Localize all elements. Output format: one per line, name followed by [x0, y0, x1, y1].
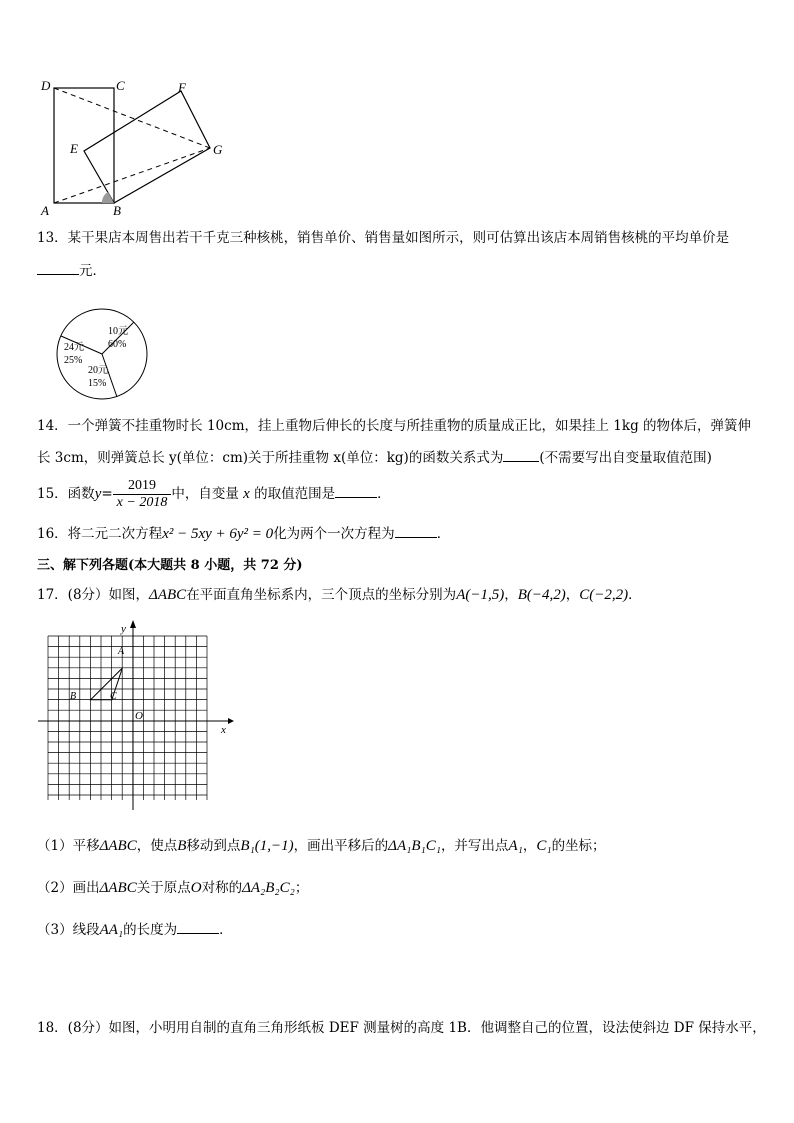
label-G: G — [213, 142, 223, 157]
q15-prefix: 15．函数 — [37, 486, 95, 502]
q14-line2 — [37, 447, 712, 468]
q17-part1-end: 的坐标； — [551, 838, 606, 854]
q17-end: ． — [628, 587, 642, 603]
q17-part1-B: B — [177, 838, 187, 854]
q15-var: x — [243, 486, 250, 502]
q16-line — [37, 523, 450, 544]
q17-part2-O: O — [190, 880, 202, 896]
q17-part3-blank[interactable] — [177, 919, 219, 934]
q13-unit: 元． — [79, 263, 106, 279]
q17-part1-mid2: 移动到点 — [186, 838, 241, 854]
q14-answer-blank[interactable] — [503, 447, 539, 462]
q17-point-C: C(−2,2) — [579, 587, 629, 603]
q17-part2-mid2: 对称的 — [201, 880, 243, 896]
q16-equation: x² − 5xy + 6y² = 0 — [162, 526, 274, 542]
q13-answer-blank[interactable] — [37, 260, 79, 275]
q17-part1-sep: ， — [522, 838, 537, 854]
q17-part1-tri: ΔABC — [99, 838, 137, 854]
q17-part3 — [37, 919, 233, 940]
q15-eq: = — [101, 486, 113, 502]
q15-answer-blank[interactable] — [335, 483, 377, 498]
q17-intro-prefix: 17．(8分）如图， — [37, 587, 150, 603]
q15-denominator: x − 2018 — [116, 495, 168, 510]
q17-part1 — [37, 836, 606, 856]
slice1-percent: 60% — [108, 339, 127, 350]
q17-intro-mid: 在平面直角坐标系内，三个顶点的坐标分别为 — [186, 587, 457, 603]
q15-suffix-b: 的取值范围是 — [254, 486, 336, 502]
q15-func-var: y — [94, 486, 102, 502]
slice2-percent: 25% — [64, 355, 83, 366]
grid-label-x: x — [221, 724, 226, 736]
q17-part1-tri1: ΔA₁B₁C₁ — [388, 838, 441, 854]
q14-line2-prefix: 长 3cm，则弹簧总长 y(单位：cm)关于所挂重物 x(单位：kg)的函数关系式为 — [37, 450, 504, 466]
q17-part1-prefix: （1）平移 — [37, 838, 100, 854]
slice2-price: 24元 — [64, 342, 84, 353]
q17-point-B: B(−4,2) — [517, 587, 566, 603]
q16-answer-blank[interactable] — [395, 523, 437, 538]
q17-part2-tri2: ΔA₂B₂C₂ — [242, 880, 295, 896]
grid-label-C: C — [110, 691, 117, 702]
q16-end: ． — [436, 526, 451, 542]
pie-chart — [54, 306, 154, 402]
q17-point-A: A(−1,5) — [456, 587, 505, 603]
q17-part2 — [37, 878, 308, 898]
section-title: 三、解下列各题(本大题共 8 小题，共 72 分) — [37, 558, 303, 573]
label-E: E — [70, 141, 78, 156]
q15-suffix-a: 中，自变量 — [171, 486, 239, 502]
q17-triangle: ΔABC — [149, 587, 187, 603]
q14-line1: 14．一个弹簧不挂重物时长 10cm，挂上重物后伸长的长度与所挂重物的质量成正比，如果挂上 1kg 的物体后，弹簧伸 — [37, 418, 752, 434]
q17-part3-seg: AA₁ — [99, 922, 124, 938]
label-A: A — [41, 203, 49, 218]
q17-part3-mid: 的长度为 — [123, 922, 178, 938]
label-B: B — [113, 203, 121, 218]
geometry-figure — [36, 76, 236, 221]
q17-part2-prefix: （2）画出 — [37, 880, 100, 896]
grid-label-A: A — [118, 646, 125, 657]
q17-intro — [37, 585, 642, 605]
q17-part2-mid: 关于原点 — [136, 880, 191, 896]
q17-part2-end: ； — [294, 880, 309, 896]
q17-part1-mid: ，使点 — [136, 838, 178, 854]
q17-part1-mid3: ，画出平移后的 — [293, 838, 389, 854]
q15-end: ． — [377, 486, 391, 502]
slice3-price: 20元 — [88, 365, 108, 376]
label-C: C — [116, 78, 125, 93]
q17-part3-end: ． — [219, 922, 233, 938]
grid-label-O: O — [135, 710, 143, 722]
q16-prefix: 16．将二元二次方程 — [37, 526, 163, 542]
grid-label-B: B — [70, 691, 77, 702]
q17-part1-A1: A₁ — [508, 838, 523, 854]
grid-label-y: y — [121, 623, 126, 635]
label-F: F — [178, 80, 186, 95]
q16-suffix: 化为两个一次方程为 — [273, 526, 395, 542]
q15-line — [37, 474, 391, 514]
q17-part1-C1: C₁ — [536, 838, 552, 854]
label-D: D — [41, 78, 51, 93]
q13-line1: 13．某干果店本周售出若干千克三种核桃，销售单价、销售量如图所示，则可估算出该店本周销售核桃的平均单价是 — [37, 230, 730, 246]
q17-part3-prefix: （3）线段 — [37, 922, 100, 938]
slice3-percent: 15% — [88, 378, 107, 389]
q17-part1-mid4: ，并写出点 — [440, 838, 509, 854]
q15-numerator: 2019 — [113, 478, 172, 495]
q14-line2-suffix: (不需要写出自变量取值范围) — [539, 450, 712, 466]
q18-line1: 18．(8分）如图，小明用自制的直角三角形纸板 DEF 测量树的高度 1B．他调整自己的位置，设法使斜边 DF 保持水平， — [37, 1020, 766, 1036]
q15-fraction — [113, 478, 172, 511]
coordinate-grid — [38, 620, 234, 815]
slice1-price: 10元 — [108, 326, 128, 337]
q17-part2-tri: ΔABC — [99, 880, 137, 896]
q17-sep1: ， — [504, 587, 518, 603]
q17-sep2: ， — [565, 587, 580, 603]
q13-line2 — [37, 260, 106, 281]
q17-part1-B1: B₁(1,−1) — [240, 838, 294, 854]
